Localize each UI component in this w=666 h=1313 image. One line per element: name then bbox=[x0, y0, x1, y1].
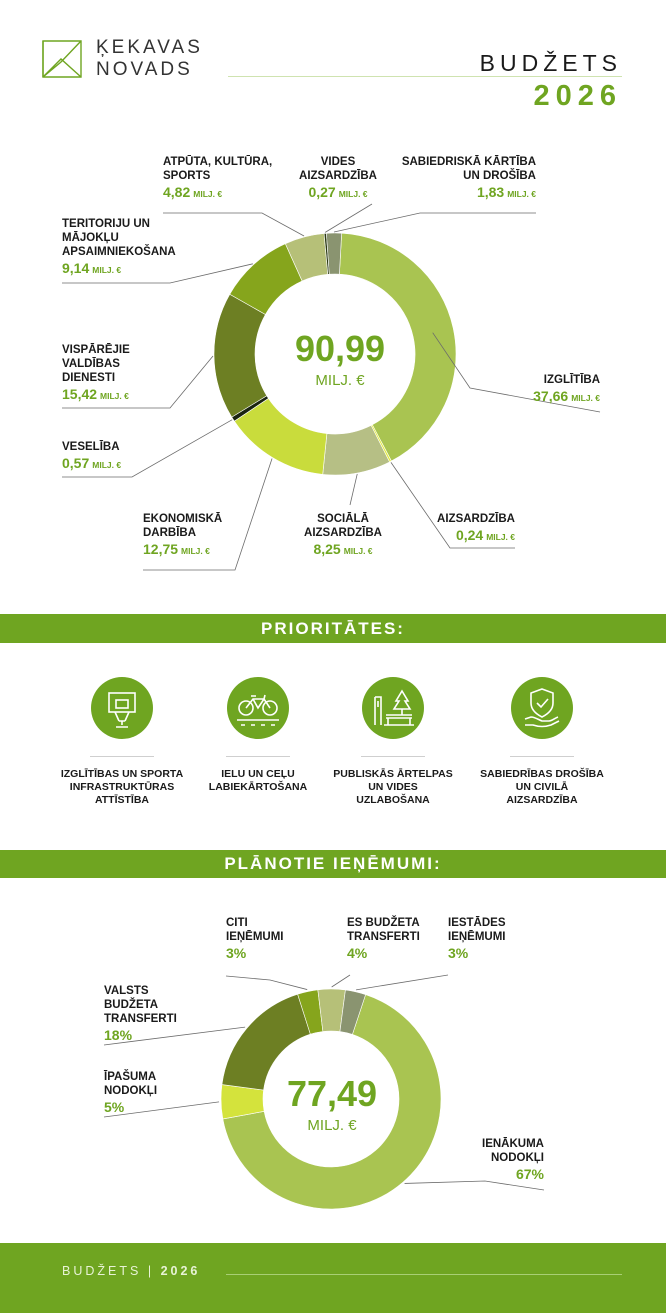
expense-label-health bbox=[62, 440, 172, 474]
expense-amount: 8,25 bbox=[313, 541, 341, 557]
expenses-donut-chart bbox=[0, 0, 666, 600]
expense-label-housing bbox=[62, 217, 192, 279]
expense-unit: MILJ. € bbox=[486, 532, 515, 542]
page-year: 2026 bbox=[533, 80, 622, 112]
expense-unit: MILJ. € bbox=[181, 546, 210, 556]
priority-line: UZLABOŠANA bbox=[356, 794, 430, 806]
expense-amount: 0,57 bbox=[62, 455, 90, 471]
revenue-percent: 4% bbox=[347, 945, 368, 961]
expense-unit: MILJ. € bbox=[92, 460, 122, 470]
revenue-name: VALSTS BUDŽETA TRANSFERTI bbox=[104, 985, 177, 1025]
expense-value bbox=[288, 183, 388, 203]
priority-line: ATTĪSTĪBA bbox=[94, 794, 150, 806]
priority-line: UN CIVILĀ bbox=[515, 781, 569, 793]
expense-value bbox=[410, 526, 515, 546]
expense-name: TERITORIJU UN MĀJOKĻU APSAIMNIEKOŠANA bbox=[62, 218, 176, 258]
expense-label-defence bbox=[410, 512, 515, 546]
priority-divider bbox=[226, 756, 290, 757]
expense-name: SABIEDRISKĀ KĀRTĪBA UN DROŠĪBA bbox=[401, 156, 536, 182]
priority-text-public-space bbox=[324, 768, 462, 807]
expense-value bbox=[290, 540, 396, 560]
public-order-leader-line bbox=[334, 213, 536, 232]
expense-amount: 0,24 bbox=[455, 527, 484, 543]
revenue-percent: 3% bbox=[448, 945, 469, 961]
expense-name: VISPĀRĒJIE VALDĪBAS DIENESTI bbox=[62, 344, 130, 384]
revenue-name: CITI IEŅĒMUMI bbox=[226, 917, 284, 943]
priority-divider bbox=[90, 756, 154, 757]
revenue-total: 77,49 bbox=[286, 1073, 378, 1114]
revenue-name: IESTĀDES IEŅĒMUMI bbox=[448, 917, 506, 943]
expense-value bbox=[163, 183, 293, 203]
priority-line: AIZSARDZĪBA bbox=[506, 794, 578, 806]
institution-revenue-leader-line bbox=[356, 975, 448, 990]
priority-text-sport bbox=[50, 768, 194, 807]
expense-label-recreation bbox=[163, 155, 293, 203]
expense-label-general-services bbox=[62, 343, 172, 405]
expense-unit: MILJ. € bbox=[507, 189, 536, 199]
priority-line: PUBLISKĀS ĀRTELPAS bbox=[333, 768, 453, 780]
expense-value bbox=[62, 454, 172, 474]
expense-unit: MILJ. € bbox=[338, 189, 368, 199]
priority-line: LABIEKĀRTOŠANA bbox=[208, 781, 308, 793]
footer bbox=[0, 1243, 666, 1313]
expense-amount: 37,66 bbox=[533, 388, 569, 404]
eu-transfers-leader-line bbox=[332, 975, 350, 987]
priority-divider bbox=[361, 756, 425, 757]
priority-line: INFRASTRUKTŪRAS bbox=[69, 781, 175, 793]
bicycle-road-icon bbox=[227, 677, 289, 739]
revenue-label-institution bbox=[448, 916, 528, 962]
footer-label bbox=[62, 1264, 200, 1278]
expense-value bbox=[62, 385, 172, 405]
footer-title: BUDŽETS bbox=[62, 1264, 142, 1278]
expense-name: VIDES AIZSARDZĪBA bbox=[299, 156, 377, 182]
revenue-unit: MILJ. € bbox=[307, 1117, 357, 1134]
priority-divider bbox=[510, 756, 574, 757]
expense-name: SOCIĀLĀ AIZSARDZĪBA bbox=[304, 513, 382, 539]
priority-text-safety bbox=[470, 768, 614, 807]
footer-rule bbox=[226, 1274, 622, 1275]
social-leader-line bbox=[350, 474, 357, 505]
priority-line: IELU UN CEĻU bbox=[221, 768, 295, 780]
expenses-total: 90,99 bbox=[294, 328, 386, 369]
expense-amount: 0,27 bbox=[308, 184, 336, 200]
priority-text-streets bbox=[196, 768, 320, 794]
revenue-label-income bbox=[460, 1137, 544, 1183]
expense-name: VESELĪBA bbox=[62, 441, 120, 453]
expense-value bbox=[480, 387, 600, 407]
expense-label-social bbox=[290, 512, 396, 560]
expenses-unit: MILJ. € bbox=[315, 372, 365, 389]
expense-amount: 9,14 bbox=[62, 260, 90, 276]
park-bench-icon bbox=[362, 677, 424, 739]
priority-icon-sport bbox=[91, 677, 153, 739]
expense-unit: MILJ. € bbox=[343, 546, 373, 556]
brand-line-1: ĶEKAVAS bbox=[96, 37, 203, 58]
revenue-label-eu bbox=[347, 916, 437, 962]
page-title: BUDŽETS bbox=[479, 50, 622, 76]
revenue-percent: 5% bbox=[104, 1099, 125, 1115]
public-order-slice bbox=[326, 233, 341, 274]
expense-amount: 15,42 bbox=[62, 386, 98, 402]
footer-year: 2026 bbox=[160, 1264, 201, 1278]
priority-icon-safety bbox=[511, 677, 573, 739]
expense-name: AIZSARDZĪBA bbox=[437, 513, 515, 525]
expense-amount: 12,75 bbox=[143, 541, 179, 557]
revenue-name: ES BUDŽETA TRANSFERTI bbox=[347, 917, 420, 943]
expense-label-economic bbox=[143, 512, 253, 560]
expense-unit: MILJ. € bbox=[100, 391, 129, 401]
expense-label-public-order bbox=[400, 155, 536, 203]
expense-amount: 1,83 bbox=[476, 184, 505, 200]
expense-unit: MILJ. € bbox=[193, 189, 223, 199]
revenue-label-state bbox=[104, 984, 194, 1044]
revenue-percent: 67% bbox=[515, 1166, 544, 1182]
priority-icon-streets bbox=[227, 677, 289, 739]
revenue-percent: 3% bbox=[226, 945, 247, 961]
expense-value bbox=[400, 183, 536, 203]
revenue-label-other bbox=[226, 916, 306, 962]
other-revenue-leader-line bbox=[226, 976, 307, 990]
expense-value bbox=[62, 259, 192, 279]
priorities-heading: PRIORITĀTES: bbox=[0, 614, 666, 643]
revenue-name: ĪPAŠUMA NODOKĻI bbox=[104, 1071, 158, 1097]
revenue-heading: PLĀNOTIE IEŅĒMUMI: bbox=[0, 850, 666, 878]
expense-unit: MILJ. € bbox=[92, 265, 122, 275]
expense-name: IZGLĪTĪBA bbox=[543, 374, 600, 386]
shield-hand-icon bbox=[511, 677, 573, 739]
expense-value bbox=[143, 540, 253, 560]
expense-name: EKONOMISKĀ DARBĪBA bbox=[143, 513, 223, 539]
expense-label-education bbox=[480, 373, 600, 407]
priority-line: SABIEDRĪBAS DROŠĪBA bbox=[480, 768, 604, 780]
expense-label-environment bbox=[288, 155, 388, 203]
revenue-percent: 18% bbox=[104, 1027, 133, 1043]
priority-icon-public-space bbox=[362, 677, 424, 739]
footer-separator: | bbox=[147, 1264, 155, 1278]
revenue-label-property bbox=[104, 1070, 184, 1116]
priority-line: IZGLĪTĪBAS UN SPORTA bbox=[60, 768, 184, 780]
expense-name: ATPŪTA, KULTŪRA, SPORTS bbox=[163, 156, 273, 182]
general-services-slice bbox=[214, 294, 267, 417]
priority-line: UN VIDES bbox=[368, 781, 418, 793]
basketball-hoop-icon bbox=[91, 677, 153, 739]
revenue-donut-chart bbox=[0, 880, 666, 1240]
expense-amount: 4,82 bbox=[163, 184, 191, 200]
brand-line-2: NOVADS bbox=[96, 59, 193, 80]
environment-leader-line bbox=[325, 204, 372, 232]
expense-unit: MILJ. € bbox=[571, 393, 600, 403]
revenue-name: IENĀKUMA NODOKĻI bbox=[482, 1138, 544, 1164]
